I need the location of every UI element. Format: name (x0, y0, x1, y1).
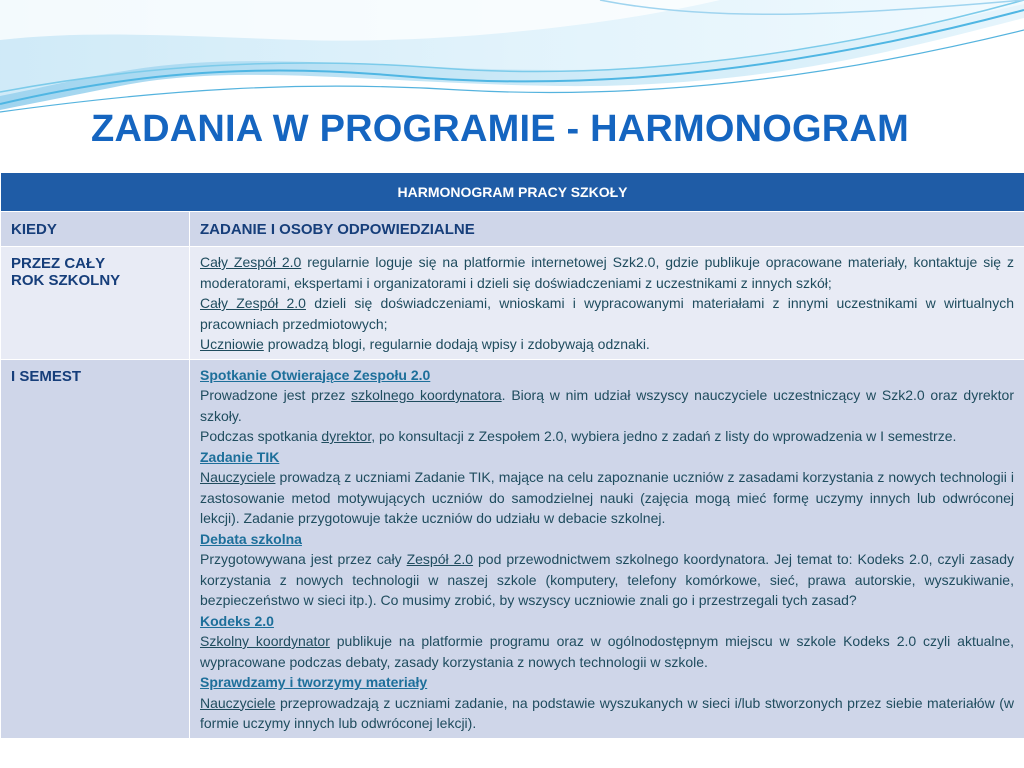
task-text: Prowadzone jest przez (200, 387, 352, 403)
task-paragraph (200, 631, 1014, 672)
task-heading (200, 529, 1014, 550)
task-paragraph (200, 385, 1014, 426)
responsible-link[interactable]: dyrektor (321, 428, 372, 444)
task-heading (200, 611, 1014, 632)
task-paragraph (200, 252, 1014, 293)
task-text: regularnie loguje się na platformie internetowej Szk2.0, gdzie publikuje opracowane materiały, kontaktuje się z moderatorami, ekspertami i organizatorami i dzieli się doświadczeniami z uczestnikami z innych szkół; (200, 254, 1014, 291)
task-heading-link[interactable]: Sprawdzamy i tworzymy materiały (200, 674, 428, 690)
task-text: dzieli się doświadczeniami, wnioskami i wypracowanymi materiałami z innymi uczestnikami w wirtualnych pracowniach przedmiotowych; (200, 295, 1014, 332)
when-cell (1, 247, 190, 360)
task-heading (200, 365, 1014, 386)
page-title: ZADANIA W PROGRAMIE - HARMONOGRAM (91, 108, 909, 150)
task-cell (190, 247, 1024, 360)
task-paragraph (200, 549, 1014, 611)
task-heading-link[interactable]: Zadanie TIK (200, 448, 280, 465)
task-heading-link[interactable]: Kodeks 2.0 (200, 612, 274, 629)
task-text: . Biorą w nim udział wszyscy nauczyciele uczestniczący w Szk2.0 oraz dyrektor szkoły. (200, 387, 1014, 424)
task-cell (190, 359, 1024, 738)
table-caption: HARMONOGRAM PRACY SZKOŁY (1, 173, 1024, 212)
responsible-link[interactable]: Cały Zespół 2.0 (200, 254, 302, 270)
table-row (1, 247, 1024, 360)
responsible-link[interactable]: Nauczyciele (200, 469, 276, 485)
task-text: Podczas spotkania (200, 428, 322, 444)
table-row (1, 359, 1024, 738)
when-line-1: PRZEZ CAŁY (11, 255, 106, 272)
table-caption-row (1, 173, 1024, 212)
column-header-when: KIEDY (1, 212, 190, 247)
task-paragraph (200, 693, 1014, 734)
task-paragraph (200, 334, 1014, 355)
responsible-link[interactable]: Uczniowie (200, 336, 264, 352)
column-header-row (1, 212, 1024, 247)
when-cell: I SEMEST (1, 359, 190, 738)
decorative-wave-banner (0, 0, 1024, 120)
task-text: pod przewodnictwem szkolnego koordynatora. Jej temat to: Kodeks 2.0, czyli zasady korzystania z nowych technologii w naszej szkole (komputery, telefony komórkowe, sieć, prawa autorskie, wyszukiwanie, bezpieczeństwo w sieci itp.). Co musimy zrobić, by wszyscy uczniowie znali go i przestrzegali tych zasad? (200, 551, 1014, 608)
task-text: publikuje na platformie programu oraz w ogólnodostępnym miejscu w szkole Kodeks 2.0 czyli aktualne, wypracowane podczas debaty, zasady korzystania z nowych technologii w szkole. (200, 633, 1014, 670)
task-heading-link[interactable]: Debata szkolna (200, 530, 302, 547)
task-heading (200, 672, 1014, 693)
responsible-link[interactable]: Nauczyciele (200, 694, 276, 711)
task-text: prowadzą blogi, regularnie dodają wpisy i zdobywają odznaki. (263, 336, 650, 352)
task-paragraph (200, 293, 1014, 334)
task-text: prowadzą z uczniami Zadanie TIK, mające na celu zapoznanie uczniów z zasadami korzystania z nowych technologii i zastosowanie metod motywujących uczniów do samodzielnej nauki (zajęcia mogą mieć formę uczymy innych lub odwróconej lekcji). Zadanie przygotowuje także uczniów do udziału w debacie szkolnej. (200, 469, 1014, 526)
task-heading-link[interactable]: Spotkanie Otwierające Zespołu 2.0 (200, 366, 431, 383)
task-text: przeprowadzają z uczniami zadanie, na podstawie wyszukanych w sieci i/lub stworzonych przez siebie materiałów (w formie uczymy innych lub odwróconej lekcji). (200, 694, 1014, 731)
responsible-link[interactable]: Zespół 2.0 (406, 551, 474, 567)
task-paragraph (200, 426, 1014, 447)
responsible-link[interactable]: Szkolny koordynator (200, 633, 330, 649)
responsible-link[interactable]: Cały Zespół 2.0 (200, 295, 306, 311)
when-line-2: ROK SZKOLNY (11, 272, 121, 289)
task-text: Przygotowywana jest przez cały (200, 551, 407, 567)
schedule-table (0, 172, 1024, 739)
task-paragraph (200, 467, 1014, 529)
responsible-link[interactable]: szkolnego koordynatora (351, 387, 502, 403)
task-text: , po konsultacji z Zespołem 2.0, wybiera jedno z zadań z listy do wprowadzenia w I semestrze. (371, 428, 957, 444)
task-heading (200, 447, 1014, 468)
column-header-task: ZADANIE I OSOBY ODPOWIEDZIALNE (190, 212, 1024, 247)
